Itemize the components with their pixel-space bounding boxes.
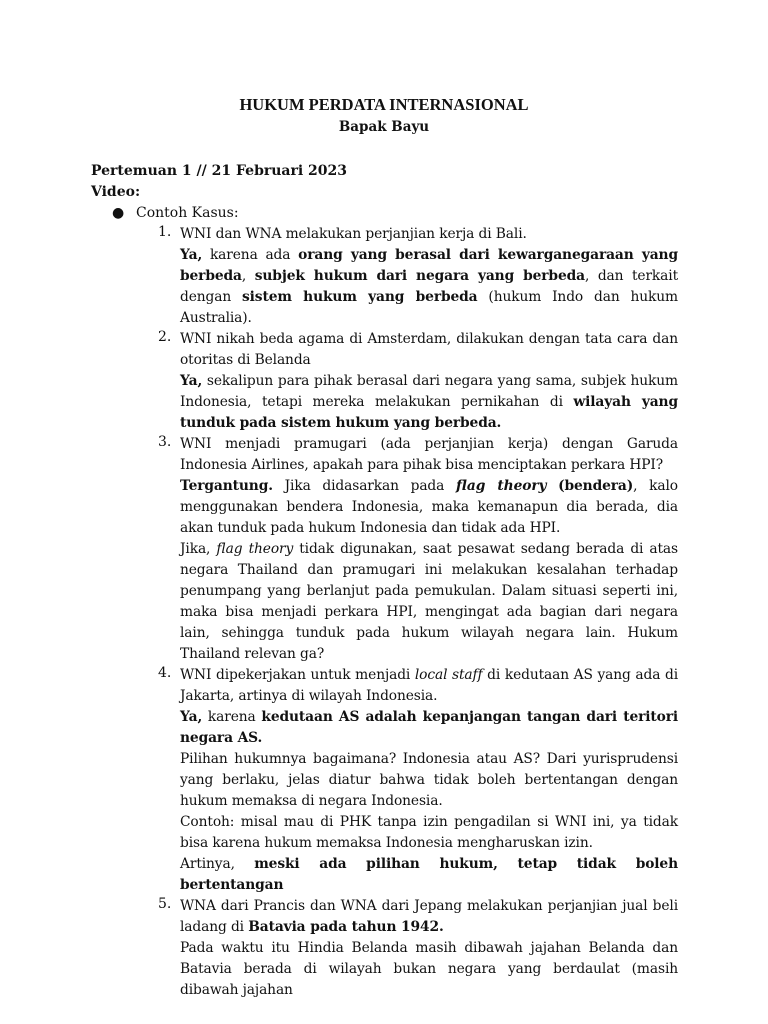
text-run: , kalo menggunakan bendera Indonesia, maka kemanapun dia berada, dia akan tunduk pada hukum Indonesia dan tidak ada HPI. [180, 478, 678, 536]
bold-text: subjek hukum dari negara yang berbeda [254, 268, 585, 284]
bold-text: meski ada pilihan hukum, tetap tidak boleh bertentangan [180, 856, 678, 893]
case-number: 1. [158, 224, 172, 240]
case-list [91, 224, 678, 1001]
text-run: , dan terkait dengan [180, 268, 678, 305]
case-number: 2. [158, 329, 172, 345]
case-paragraph [180, 854, 678, 896]
text-run: Jika didasarkan pada [272, 478, 456, 494]
text-run: WNI dipekerjakan untuk menjadi [180, 667, 415, 683]
case-paragraph [180, 329, 678, 371]
case-paragraph [180, 812, 678, 854]
bold-text: Tergantung. [180, 478, 273, 494]
text-run: karena ada [202, 247, 299, 263]
case-item [158, 896, 678, 1001]
bold-text: wilayah yang tunduk pada sistem hukum yang berbeda. [180, 394, 678, 431]
bold-text: Ya, [180, 373, 203, 389]
text-run: Jika, [180, 541, 217, 557]
bold-text: kedutaan AS adalah kepanjangan tangan dari teritori negara AS. [180, 709, 678, 746]
text-run: WNI nikah beda agama di Amsterdam, dilakukan dengan tata cara dan otoritas di Belanda [180, 331, 678, 368]
bold-text: sistem hukum yang berbeda [242, 289, 478, 305]
case-paragraph [180, 476, 678, 539]
case-paragraph [180, 665, 678, 707]
case-number: 5. [158, 896, 172, 912]
case-number: 3. [158, 434, 172, 450]
text-run: di kedutaan AS yang ada di Jakarta, artinya di wilayah Indonesia. [180, 667, 678, 704]
document-body [91, 161, 678, 1001]
case-paragraph [180, 749, 678, 812]
bold-text: Ya, [180, 709, 203, 725]
text-run: Pilihan hukumnya bagaimana? Indonesia atau AS? Dari yurisprudensi yang berlaku, jelas diatur bahwa tidak boleh bertentangan dengan hukum memaksa di negara Indonesia. [180, 751, 678, 809]
text-run: Artinya, [180, 856, 255, 872]
bold-text: flag theory [455, 478, 547, 494]
text-run: Contoh: misal mau di PHK tanpa izin pengadilan si WNI ini, ya tidak bisa karena hukum memaksa Indonesia mengharuskan izin. [180, 814, 678, 851]
case-item [158, 329, 678, 434]
text-run [546, 478, 558, 494]
document-title: HUKUM PERDATA INTERNASIONAL [239, 95, 529, 114]
bullet-item [91, 203, 678, 224]
bold-text: (bendera) [558, 478, 634, 494]
video-label: Video: [91, 184, 141, 200]
case-paragraph [180, 707, 678, 749]
case-paragraph [180, 371, 678, 434]
bold-text: Batavia pada tahun 1942. [248, 919, 444, 935]
case-item [158, 224, 679, 329]
case-paragraph [180, 245, 678, 329]
text-run: karena [202, 709, 262, 725]
bold-text: orang yang berasal dari kewarganegaraan yang berbeda [180, 247, 678, 284]
document-subtitle: Bapak Bayu [338, 119, 430, 135]
text-run: , [241, 268, 255, 284]
text-run: Pada waktu itu Hindia Belanda masih dibawah jajahan Belanda dan Batavia berada di wilayah bukan negara yang berdaulat (masih dibawah jajahan [180, 940, 678, 998]
bold-text: Ya, [180, 247, 203, 263]
case-paragraph [180, 539, 678, 665]
italic-text: local staff [414, 667, 483, 683]
case-item [158, 665, 678, 896]
case-number: 4. [158, 665, 172, 681]
text-run: WNI dan WNA melakukan perjanjian kerja di Bali. [180, 226, 527, 242]
bullet-dot-icon: ● [112, 205, 125, 221]
case-item [158, 434, 678, 665]
case-paragraph [180, 896, 678, 938]
meeting-heading: Pertemuan 1 // 21 Februari 2023 [91, 163, 348, 179]
case-paragraph [180, 224, 678, 245]
text-run: (hukum Indo dan hukum Australia). [180, 289, 679, 326]
case-paragraph [180, 938, 678, 1001]
italic-text: flag theory [216, 541, 294, 557]
case-paragraph [180, 434, 678, 476]
text-run: tidak digunakan, saat pesawat sedang berada di atas negara Thailand dan pramugari ini melakukan kesalahan terhadap penumpang yang berlanjut pada pemukulan. Dalam situasi seperti ini, maka bisa menjadi perkara HPI, mengingat ada bagian dari negara lain, sehingga tunduk pada hukum wilayah negara lain. Hukum Thailand relevan ga? [180, 541, 678, 662]
text-run: WNA dari Prancis dan WNA dari Jepang melakukan perjanjian jual beli ladang di [180, 898, 678, 935]
text-run: sekalipun para pihak berasal dari negara yang sama, subjek hukum Indonesia, tetapi mereka melakukan pernikahan di [180, 373, 678, 410]
bullet-text: Contoh Kasus: [136, 205, 239, 221]
text-run: WNI menjadi pramugari (ada perjanjian kerja) dengan Garuda Indonesia Airlines, apakah para pihak bisa menciptakan perkara HPI? [180, 436, 678, 473]
